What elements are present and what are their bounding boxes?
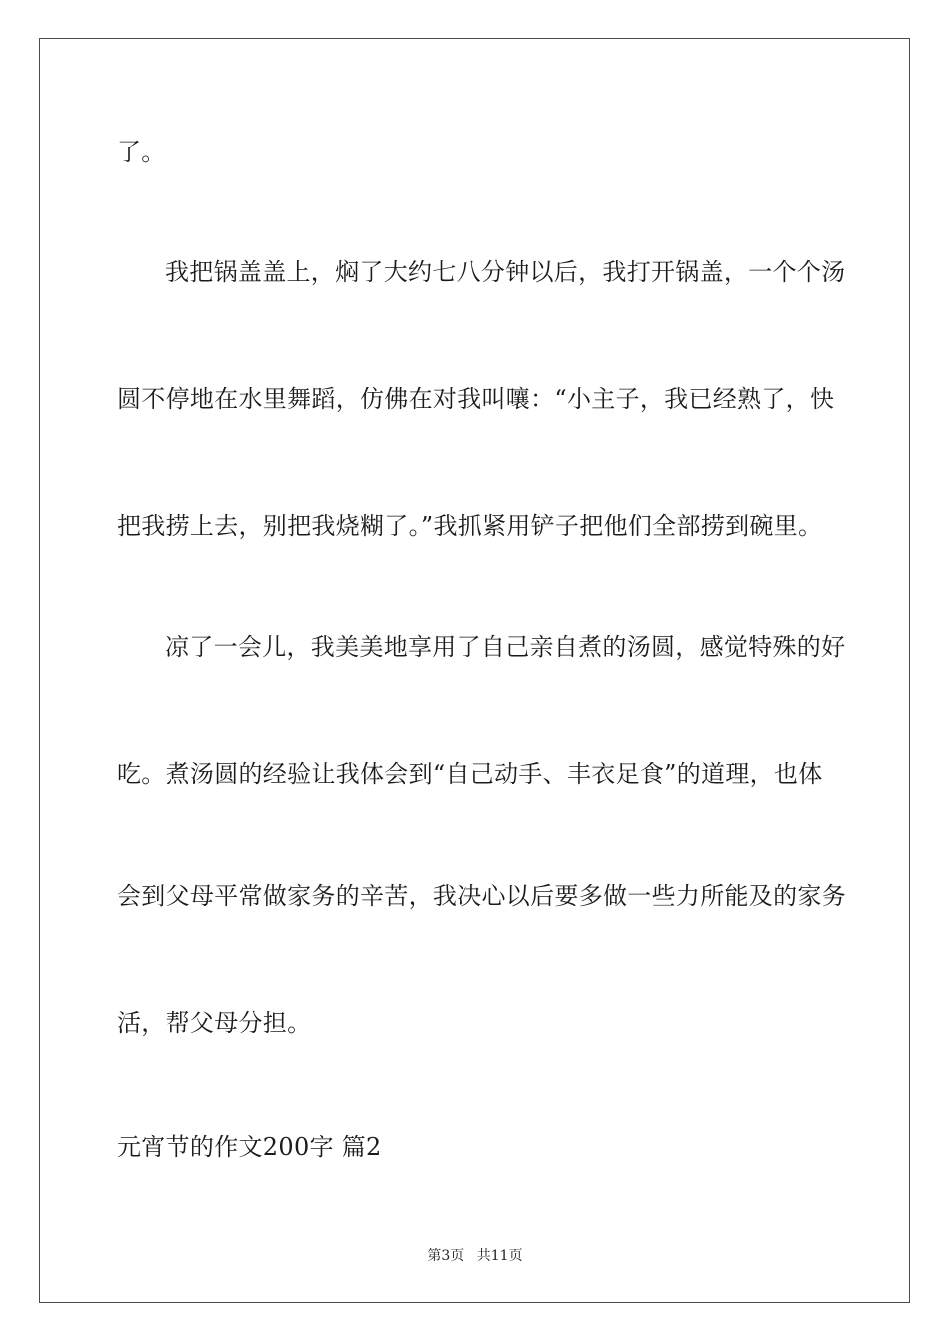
paragraph-line: 了。	[117, 138, 166, 166]
page-total: 共11页	[476, 1248, 523, 1264]
page-number: 第3页	[427, 1248, 465, 1264]
paragraph-line: 活，帮父母分担。	[117, 1009, 312, 1037]
page-footer	[0, 1247, 950, 1265]
paragraph-line: 圆不停地在水里舞蹈，仿佛在对我叫嚷：“小主子，我已经熟了，快	[117, 385, 835, 413]
paragraph-line: 吃。煮汤圆的经验让我体会到“自己动手、丰衣足食”的道理，也体	[117, 760, 823, 788]
page-border	[39, 38, 910, 1303]
paragraph-line: 我把锅盖盖上，焖了大约七八分钟以后，我打开锅盖，一个个汤	[165, 258, 846, 286]
paragraph-line: 会到父母平常做家务的辛苦，我决心以后要多做一些力所能及的家务	[117, 882, 846, 910]
section-heading: 元宵节的作文200字 篇2	[117, 1133, 382, 1161]
paragraph-line: 凉了一会儿，我美美地享用了自己亲自煮的汤圆，感觉特殊的好	[165, 633, 846, 661]
paragraph-line: 把我捞上去，别把我烧糊了。”我抓紧用铲子把他们全部捞到碗里。	[117, 512, 823, 540]
